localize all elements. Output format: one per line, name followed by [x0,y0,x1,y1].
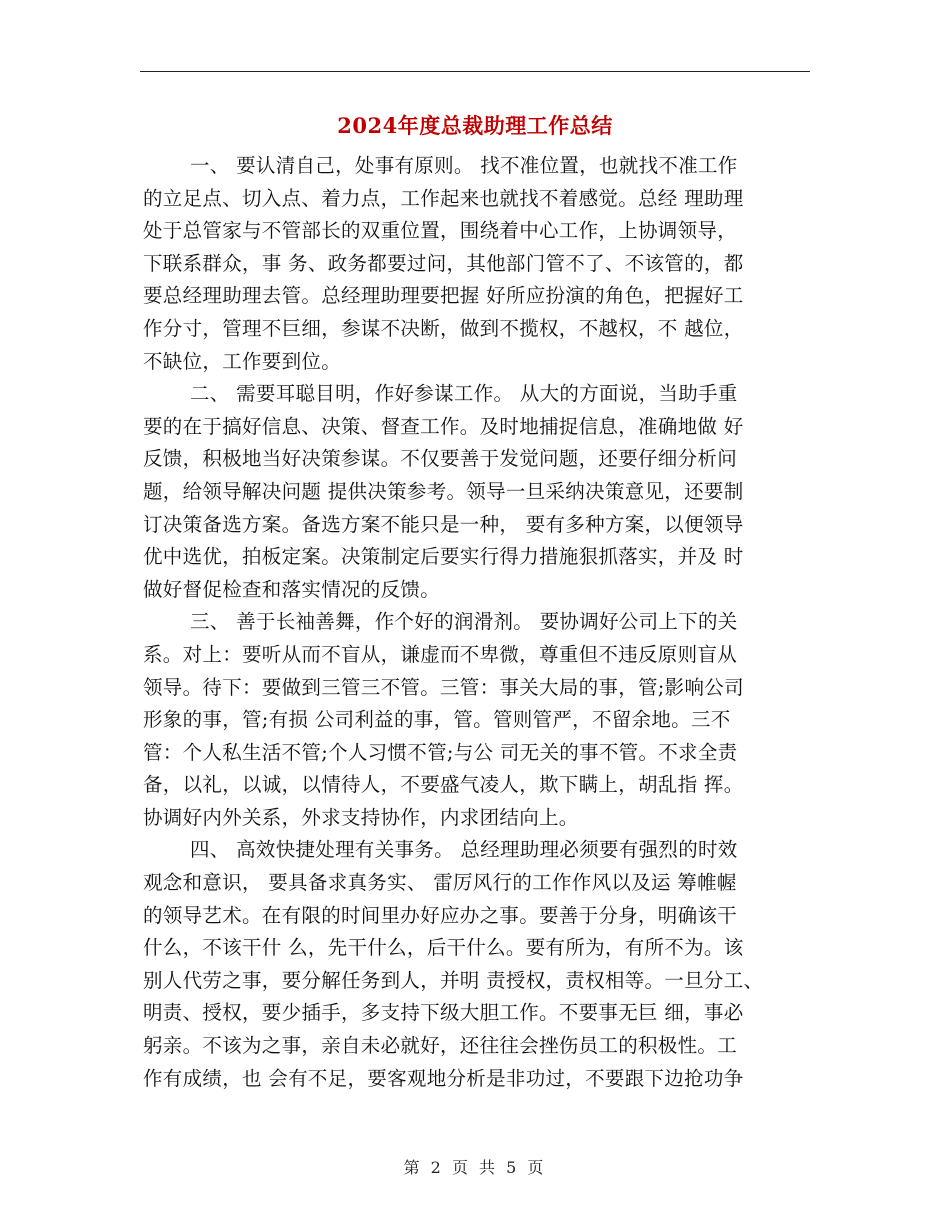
paragraph-line: 作分寸，管理不巨细，参谋不决断，做到不揽权，不越权，不 越位， [143,316,744,340]
paragraph-line: 什么，不该干什 么，先干什么，后干什么。要有所为，有所不为。该 [143,936,744,960]
paragraph-line: 的立足点、切入点、着力点，工作起来也就找不着感觉。总经 理助理 [143,186,744,210]
paragraph-line: 管：个人私生活不管;个人习惯不管;与公 司无关的事不管。不求全责 [143,740,738,764]
paragraph-line: 不缺位，工作要到位。 [143,349,342,373]
paragraph-line: 躬亲。不该为之事，亲自未必就好，还往往会挫伤员工的积极性。工 [143,1034,738,1058]
paragraph-line: 观念和意识， 要具备求真务实、 雷厉风行的工作作风以及运 筹帷幄 [143,871,737,895]
paragraph-line: 做好督促检查和落实情况的反馈。 [143,577,441,601]
paragraph-line: 要总经理助理去管。总经理助理要把握 好所应扮演的角色，把握好工 [143,284,744,308]
document-title: 2024年度总裁助理工作总结 [337,113,613,138]
paragraph-line: 二、 需要耳聪目明，作好参谋工作。 从大的方面说，当助手重 [190,382,738,406]
paragraph-line: 订决策备选方案。备选方案不能只是一种， 要有多种方案，以便领导 [143,512,744,536]
paragraph-line: 别人代劳之事，要分解任务到人，并明 责授权，责权相等。一旦分工、 [143,968,764,992]
paragraph-line: 处于总管家与不管部长的双重位置，围绕着中心工作，上协调领导， [143,219,738,243]
paragraph-line: 下联系群众，事 务、政务都要过问，其他部门管不了、不该管的，都 [143,251,744,275]
document-body [143,150,809,1095]
header-rule [140,71,810,72]
paragraph-line: 系。对上：要听从而不盲从，谦虚而不卑微，尊重但不违反原则盲从 [143,642,738,666]
paragraph-line: 一、 要认清自己，处事有原则。 找不准位置，也就找不准工作 [190,154,738,177]
paragraph-line: 四、 高效快捷处理有关事务。 总经理助理必须要有强烈的时效 [190,838,738,862]
paragraph-line: 协调好内外关系，外求支持协作，内求团结向上。 [143,805,579,829]
paragraph-line: 题，给领导解决问题 提供决策参考。领导一旦采纳决策意见，还要制 [143,479,744,503]
paragraph-line: 明责、授权，要少插手，多支持下级大胆工作。不要事无巨 细，事必 [143,1001,744,1025]
paragraph-line: 形象的事，管;有损 公司利益的事，管。管则管严，不留余地。三不 [143,708,731,732]
paragraph-line: 的领导艺术。在有限的时间里办好应办之事。要善于分身，明确该干 [143,903,738,927]
page-number-footer: 第 2 页 共 5 页 [403,1158,547,1177]
paragraph-line: 备，以礼，以诚，以情待人，不要盛气凌人，欺下瞒上，胡乱指 挥。 [143,773,744,797]
paragraph-line: 三、 善于长袖善舞，作个好的润滑剂。 要协调好公司上下的关 [190,610,738,634]
paragraph-line: 作有成绩，也 会有不足，要客观地分析是非功过，不要跟下边抢功争 [143,1066,744,1090]
paragraph-line: 领导。待下：要做到三管三不管。三管：事关大局的事，管;影响公司 [143,675,744,699]
paragraph-line: 要的在于搞好信息、决策、督查工作。及时地捕捉信息，准确地做 好 [143,414,744,438]
paragraph-line: 优中选优，拍板定案。决策制定后要实行得力措施狠抓落实，并及 时 [143,545,744,569]
paragraph-line: 反馈，积极地当好决策参谋。不仅要善于发觉问题，还要仔细分析问 [143,447,738,471]
